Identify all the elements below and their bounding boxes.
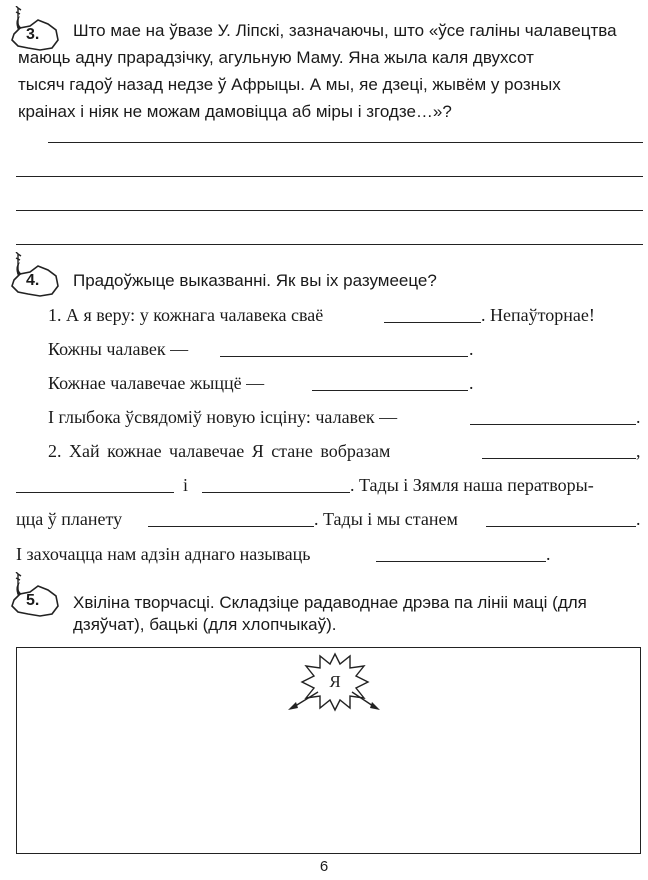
text: . Непаўторнае! bbox=[481, 305, 595, 325]
fill-in-blank[interactable] bbox=[376, 561, 546, 562]
task-4-badge bbox=[6, 252, 64, 300]
task-3-line-2: маюць адну прарадзічку, агульную Маму. Яна жыла каля двухсот bbox=[18, 48, 534, 67]
fill-in-blank[interactable] bbox=[220, 356, 468, 357]
self-label: Я bbox=[329, 672, 341, 691]
text: Кожны чалавек — bbox=[48, 339, 189, 359]
answer-line[interactable] bbox=[16, 244, 643, 245]
text: цца ў планету bbox=[16, 509, 123, 529]
arrow-right-icon bbox=[370, 702, 380, 710]
fill-in-blank[interactable] bbox=[16, 492, 174, 493]
text: . bbox=[636, 509, 641, 529]
text: І захочацца нам адзін аднаго называць bbox=[16, 544, 311, 564]
fill-in-blank[interactable] bbox=[312, 390, 468, 391]
fill-in-blank[interactable] bbox=[486, 526, 636, 527]
task-number: 3. bbox=[26, 26, 40, 43]
answer-line[interactable] bbox=[16, 176, 643, 177]
fill-in-blank[interactable] bbox=[482, 458, 636, 459]
task-number: 5. bbox=[26, 592, 40, 609]
text: . bbox=[469, 373, 474, 393]
text: Кожнае чалавечае жыццё — bbox=[48, 373, 265, 393]
text: 1. А я веру: у кожнага чалавека сваё bbox=[48, 305, 324, 325]
page-number: 6 bbox=[319, 858, 329, 875]
fill-in-blank[interactable] bbox=[202, 492, 350, 493]
task-3-line-1: Што мае на ўвазе У. Ліпскі, зазначаючы, што «ўсе галіны чалавецтва bbox=[73, 21, 617, 40]
text: 2. Хай кожнае чалавечае Я стане вобразам bbox=[48, 441, 391, 461]
text: . Тады і Зямля наша ператворы- bbox=[350, 475, 594, 495]
answer-line[interactable] bbox=[16, 210, 643, 211]
family-tree-root bbox=[280, 650, 390, 716]
text: . bbox=[546, 544, 551, 564]
answer-line[interactable] bbox=[48, 142, 643, 143]
arrow-left-icon bbox=[288, 702, 298, 710]
fill-in-blank[interactable] bbox=[470, 424, 636, 425]
task-5-line-2: дзяўчат), бацькі (для хлопчыкаў). bbox=[73, 615, 337, 634]
task-4-title: Прадоўжыце выказванні. Як вы іх разумееце? bbox=[73, 271, 437, 290]
text: І глыбока ўсвядоміў новую ісціну: чалавек — bbox=[48, 407, 398, 427]
text: . Тады і мы станем bbox=[314, 509, 458, 529]
text: . bbox=[636, 407, 641, 427]
task-3-line-4: краінах і ніяк не можам дамовіцца аб міры і згодзе…»? bbox=[18, 102, 452, 121]
task-5-badge bbox=[6, 572, 64, 620]
task-number: 4. bbox=[26, 272, 40, 289]
fill-in-blank[interactable] bbox=[148, 526, 314, 527]
task-3-line-3: тысяч гадоў назад недзе ў Афрыцы. А мы, яе дзеці, жывём у розных bbox=[18, 75, 561, 94]
task-5-line-1: Хвіліна творчасці. Складзіце радаводнае дрэва па лініі маці (для bbox=[73, 593, 587, 612]
text: , bbox=[636, 441, 641, 461]
text: і bbox=[183, 475, 189, 495]
text: . bbox=[469, 339, 474, 359]
fill-in-blank[interactable] bbox=[384, 322, 481, 323]
